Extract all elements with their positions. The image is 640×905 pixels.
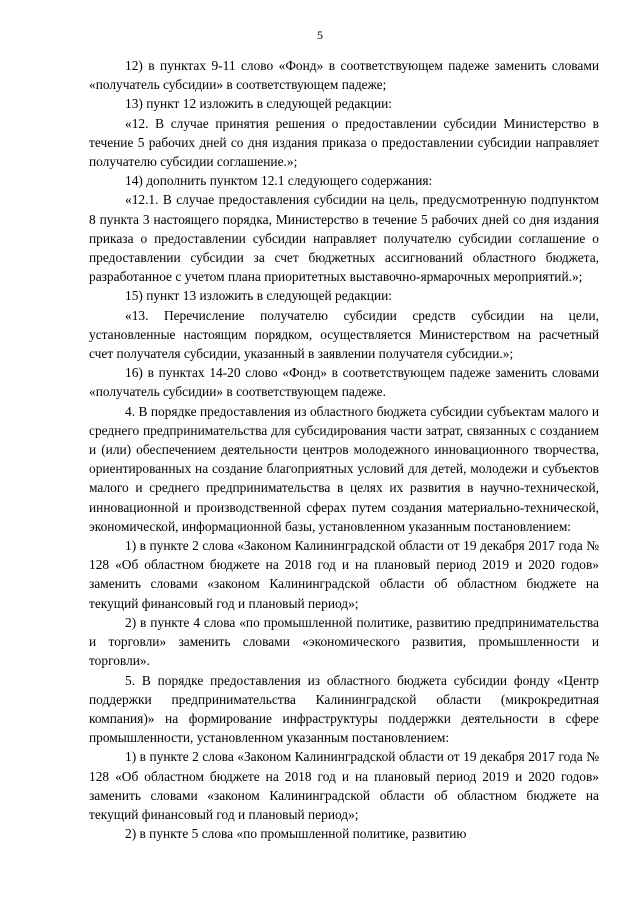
paragraph-section-5: 5. В порядке предоставления из областного бюджета субсидии фонду «Центр поддержки предпринимательства Калининградской области (микрокредитная компания)» на формирование инфраструктуры поддержки деятельности в сфере промышленности, установленном указанным постановлением: — [89, 672, 599, 746]
paragraph-section-4: 4. В порядке предоставления из областного бюджета субсидии субъектам малого и среднего предпринимательства для субсидирования части затрат, связанных с созданием и (или) обеспечением деятельности центров молодежного инновационного творчества, ориентированных на создание благоприятных условий для детей, молодежи и субъектов малого и среднего предпринимательства в целях их развития в научно-технической, инновационной и производственной сферах путем создания материально-технической, экономической, информационной базы, установленном указанным постановлением: — [89, 403, 599, 534]
paragraph-amendment-14: 14) дополнить пунктом 12.1 следующего содержания: — [125, 173, 433, 189]
document-body — [89, 56, 599, 843]
paragraph-quote-13: «13. Перечисление получателю субсидии средств субсидии на цели, установленные настоящим порядком, осуществляется Министерством на расчетный счет получателя субсидии, указанный в заявлении получателя субсидии.»; — [89, 307, 599, 362]
paragraph-section-5-item-2: 2) в пункте 5 слова «по промышленной политике, развитию — [125, 826, 467, 842]
paragraph-amendment-16: 16) в пунктах 14-20 слово «Фонд» в соответствующем падеже заменить словами «получатель субсидии» в соответствующем падеже. — [89, 365, 599, 400]
paragraph-section-4-item-1: 1) в пункте 2 слова «Законом Калининградской области от 19 декабря 2017 года № 128 «Об областном бюджете на 2018 год и на плановый период 2019 и 2020 годов» заменить словами «законом Калининградской области об областном бюджете на текущий финансовый год и плановый период»; — [89, 538, 599, 611]
paragraph-amendment-15: 15) пункт 13 изложить в следующей редакции: — [125, 288, 393, 304]
paragraph-quote-12: «12. В случае принятия решения о предоставлении субсидии Министерство в течение 5 рабочих дней со дня издания приказа о предоставлении субсидии направляет получателю субсидии соглашение.»; — [89, 115, 599, 170]
paragraph-amendment-12: 12) в пунктах 9-11 слово «Фонд» в соответствующем падеже заменить словами «получатель субсидии» в соответствующем падеже; — [89, 58, 599, 93]
page-number: 5 — [317, 28, 323, 42]
paragraph-quote-12-1: «12.1. В случае предоставления субсидии на цель, предусмотренную подпунктом 8 пункта 3 настоящего порядка, Министерство в течение 5 рабочих дней со дня издания приказа о предоставлении субсидии направляет получателю субсидии соглашение о предоставлении субсидии за счет бюджетных ассигнований областного бюджета, разработанное с учетом плана приоритетных выставочно-ярмарочных мероприятий.»; — [89, 192, 599, 285]
paragraph-section-5-item-1: 1) в пункте 2 слова «Законом Калининградской области от 19 декабря 2017 года № 128 «Об областном бюджете на 2018 год и на плановый период 2019 и 2020 годов» заменить словами «законом Калининградской области об областном бюджете на текущий финансовый год и плановый период»; — [89, 749, 599, 822]
paragraph-amendment-13: 13) пункт 12 изложить в следующей редакции: — [125, 96, 393, 112]
paragraph-section-4-item-2: 2) в пункте 4 слова «по промышленной политике, развитию предпринимательства и торговли» заменить словами «экономического развития, промышленности и торговли». — [89, 614, 599, 669]
